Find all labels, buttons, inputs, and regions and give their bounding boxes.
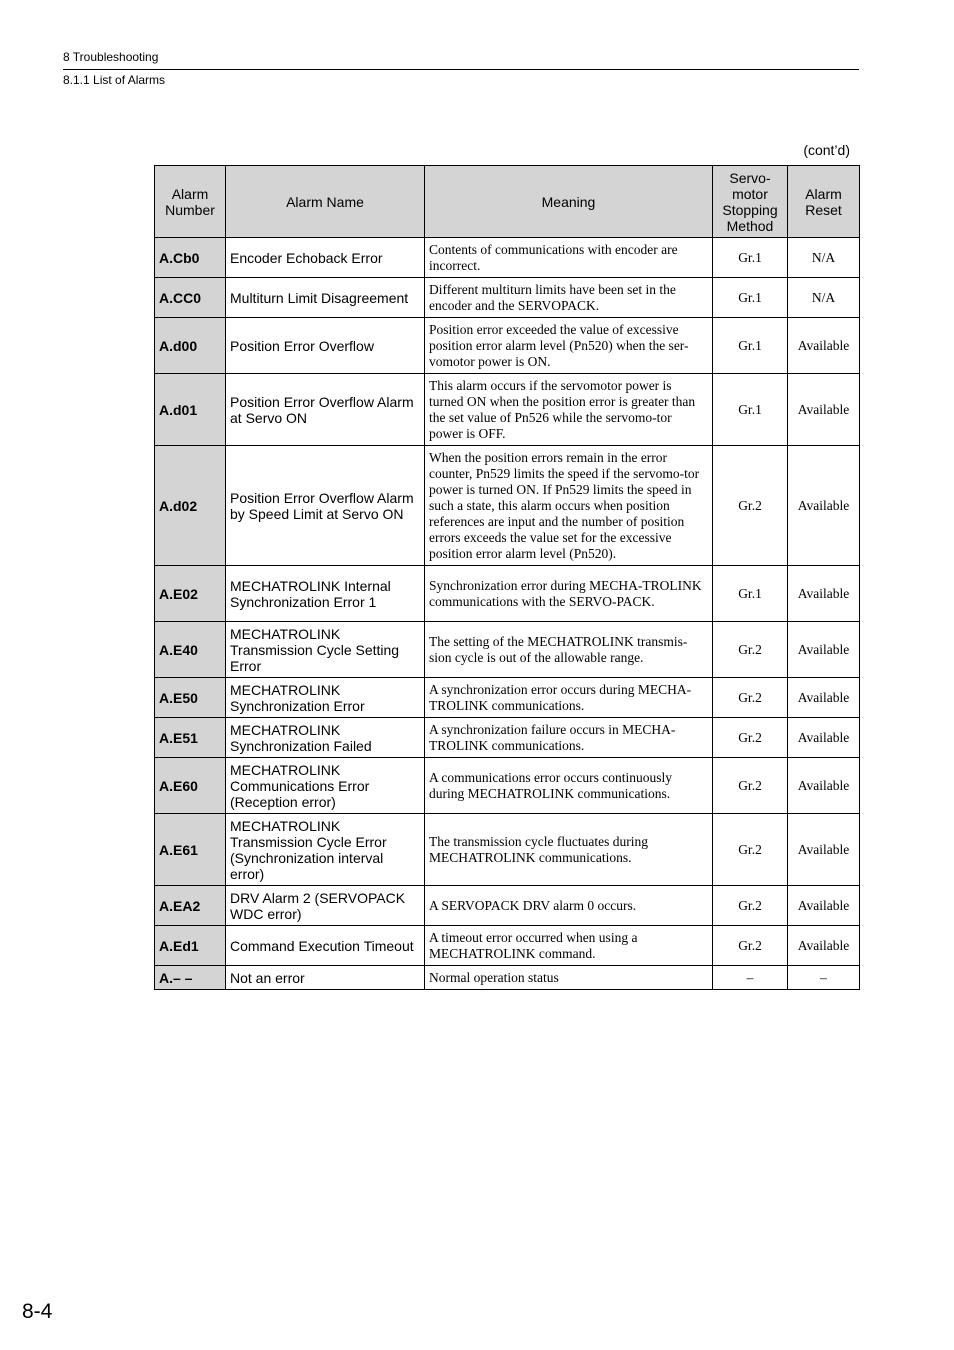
meaning-cell: A timeout error occurred when using a MECHATROLINK command. [425,926,713,966]
meaning-cell: Normal operation status [425,966,713,990]
alarm-number-cell: A.d01 [155,374,226,446]
alarm-reset-cell: N/A [788,238,860,278]
header-alarm-name: Alarm Name [226,166,425,238]
alarm-name-cell: Command Execution Timeout [226,926,425,966]
chapter-header: 8 Troubleshooting [63,50,159,64]
meaning-cell: The setting of the MECHATROLINK transmis-sion cycle is out of the allowable range. [425,622,713,678]
meaning-cell: A SERVOPACK DRV alarm 0 occurs. [425,886,713,926]
alarm-name-cell: MECHATROLINK Transmission Cycle Error (Synchronization interval error) [226,814,425,886]
stopping-method-cell: Gr.1 [713,374,788,446]
meaning-cell: The transmission cycle fluctuates during MECHATROLINK communications. [425,814,713,886]
table-row [155,678,860,718]
table-row [155,718,860,758]
alarm-name-cell: MECHATROLINK Transmission Cycle Setting Error [226,622,425,678]
alarm-number-cell: A.E40 [155,622,226,678]
stopping-method-cell: Gr.1 [713,238,788,278]
alarm-number-cell: A.E51 [155,718,226,758]
meaning-cell: Position error exceeded the value of excessive position error alarm level (Pn520) when the ser-vomotor power is ON. [425,318,713,374]
table-row [155,446,860,566]
alarm-number-cell: A.Cb0 [155,238,226,278]
table-row [155,238,860,278]
alarm-reset-cell: Available [788,758,860,814]
table-row [155,758,860,814]
alarm-reset-cell: Available [788,318,860,374]
alarm-reset-cell: Available [788,718,860,758]
meaning-cell: This alarm occurs if the servomotor power is turned ON when the position error is greater than the set value of Pn526 while the servomo-tor power is OFF. [425,374,713,446]
alarm-reset-cell: Available [788,374,860,446]
page-number: 8-4 [22,1300,53,1323]
alarm-name-cell: MECHATROLINK Synchronization Failed [226,718,425,758]
table-row [155,278,860,318]
alarm-number-cell: A.E50 [155,678,226,718]
header-alarm-reset: Alarm Reset [788,166,860,238]
table-row [155,566,860,622]
meaning-cell: A synchronization failure occurs in MECHA-TROLINK communications. [425,718,713,758]
table-row [155,886,860,926]
meaning-cell: A synchronization error occurs during MECHA-TROLINK communications. [425,678,713,718]
stopping-method-cell: Gr.2 [713,758,788,814]
alarm-number-cell: A.– – [155,966,226,990]
alarm-reset-cell: Available [788,566,860,622]
table-row [155,926,860,966]
alarm-name-cell: Not an error [226,966,425,990]
section-header: 8.1.1 List of Alarms [63,73,166,87]
stopping-method-cell: Gr.1 [713,278,788,318]
alarm-reset-cell: – [788,966,860,990]
continued-label: (cont’d) [803,142,850,158]
stopping-method-cell: Gr.2 [713,446,788,566]
alarm-reset-cell: Available [788,886,860,926]
alarm-number-cell: A.E61 [155,814,226,886]
alarm-number-cell: A.CC0 [155,278,226,318]
alarm-reset-cell: N/A [788,278,860,318]
alarm-number-cell: A.E60 [155,758,226,814]
table-row [155,966,860,990]
alarm-reset-cell: Available [788,814,860,886]
meaning-cell: When the position errors remain in the error counter, Pn529 limits the speed if the servomo-tor power is turned ON. If Pn529 limits the speed in such a state, this alarm occurs when position references are input and the number of position errors exceeds the value set for the excessive position error alarm level (Pn520). [425,446,713,566]
meaning-cell: Contents of communications with encoder are incorrect. [425,238,713,278]
meaning-cell: A communications error occurs continuously during MECHATROLINK communications. [425,758,713,814]
header-stopping-method: Servo-motor Stopping Method [713,166,788,238]
stopping-method-cell: Gr.1 [713,566,788,622]
alarm-number-cell: A.d02 [155,446,226,566]
alarm-name-cell: Position Error Overflow Alarm at Servo ON [226,374,425,446]
alarm-name-cell: Multiturn Limit Disagreement [226,278,425,318]
alarm-reset-cell: Available [788,678,860,718]
stopping-method-cell: Gr.2 [713,622,788,678]
alarm-name-cell: MECHATROLINK Communications Error (Reception error) [226,758,425,814]
alarm-name-cell: DRV Alarm 2 (SERVOPACK WDC error) [226,886,425,926]
stopping-method-cell: Gr.1 [713,318,788,374]
header-meaning: Meaning [425,166,713,238]
alarm-reset-cell: Available [788,446,860,566]
stopping-method-cell: – [713,966,788,990]
alarm-name-cell: Position Error Overflow Alarm by Speed Limit at Servo ON [226,446,425,566]
alarm-name-cell: MECHATROLINK Internal Synchronization Error 1 [226,566,425,622]
alarm-reset-cell: Available [788,926,860,966]
stopping-method-cell: Gr.2 [713,886,788,926]
alarm-name-cell: MECHATROLINK Synchronization Error [226,678,425,718]
alarm-number-cell: A.Ed1 [155,926,226,966]
meaning-cell: Different multiturn limits have been set in the encoder and the SERVOPACK. [425,278,713,318]
stopping-method-cell: Gr.2 [713,814,788,886]
stopping-method-cell: Gr.2 [713,718,788,758]
alarm-name-cell: Position Error Overflow [226,318,425,374]
alarm-number-cell: A.EA2 [155,886,226,926]
table-header-row [155,166,860,238]
header-alarm-number: Alarm Number [155,166,226,238]
alarm-table [154,165,860,990]
alarm-number-cell: A.d00 [155,318,226,374]
meaning-cell: Synchronization error during MECHA-TROLINK communications with the SERVO-PACK. [425,566,713,622]
header-rule [63,69,859,70]
alarm-name-cell: Encoder Echoback Error [226,238,425,278]
alarm-number-cell: A.E02 [155,566,226,622]
stopping-method-cell: Gr.2 [713,678,788,718]
table-row [155,318,860,374]
alarm-reset-cell: Available [788,622,860,678]
table-row [155,814,860,886]
table-row [155,374,860,446]
table-row [155,622,860,678]
stopping-method-cell: Gr.2 [713,926,788,966]
